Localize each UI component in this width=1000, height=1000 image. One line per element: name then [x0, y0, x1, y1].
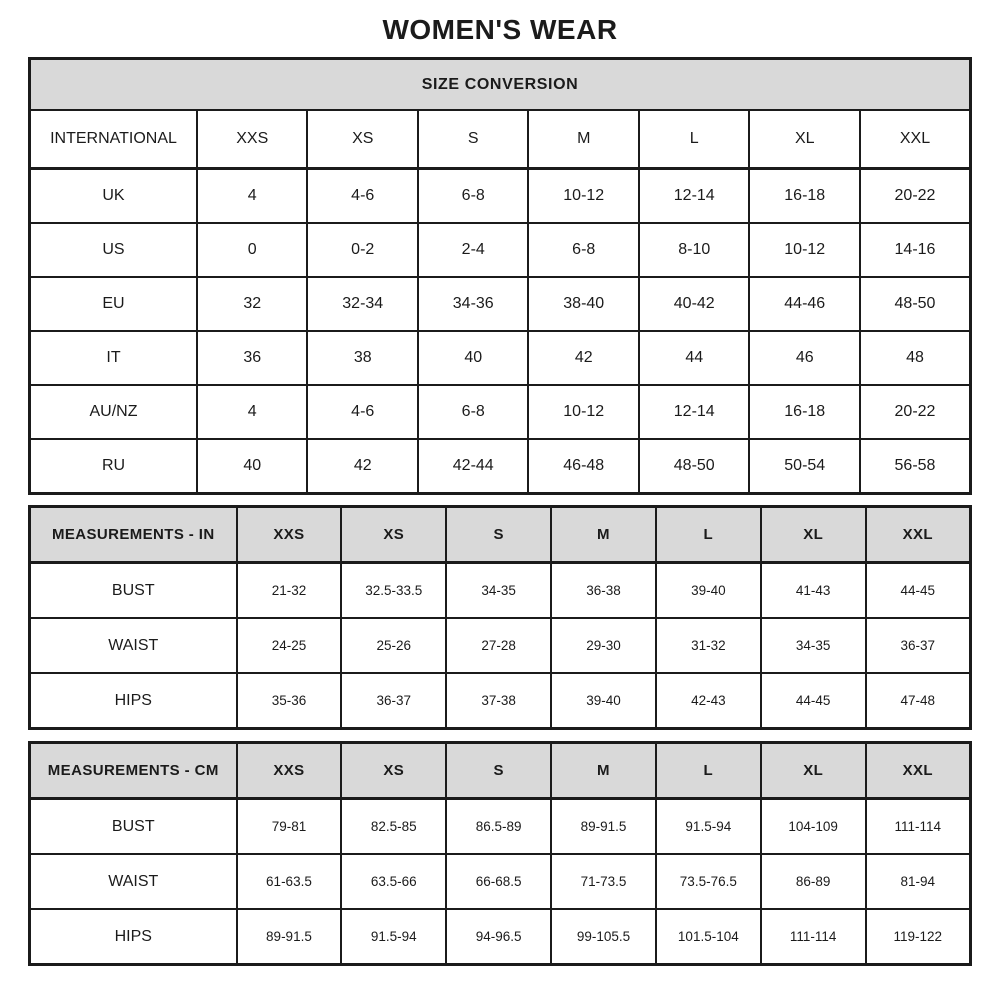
row-label-waist: WAIST — [30, 618, 237, 673]
row-label-eu: EU — [30, 277, 197, 331]
column-header-l: L — [656, 743, 761, 799]
page-title: WOMEN'S WEAR — [382, 14, 618, 45]
measurement-cell: 119-122 — [866, 909, 971, 965]
size-cell: 40-42 — [639, 277, 750, 331]
measurement-cell: 37-38 — [446, 673, 551, 729]
size-cell: 0-2 — [307, 223, 418, 277]
measurement-cell: 27-28 — [446, 618, 551, 673]
measurement-cell: 36-38 — [551, 563, 656, 619]
measurement-cell: 101.5-104 — [656, 909, 761, 965]
measurement-cell: 39-40 — [551, 673, 656, 729]
measurements-in-table — [28, 505, 972, 730]
column-header-xxl: XXL — [866, 507, 971, 563]
table-row-hips-in — [30, 673, 971, 729]
column-header-m: M — [528, 110, 639, 169]
size-cell: 50-54 — [749, 439, 860, 494]
table-row-uk — [30, 169, 971, 224]
size-cell: 4-6 — [307, 169, 418, 224]
column-header-xxs: XXS — [237, 743, 342, 799]
measurement-cell: 63.5-66 — [341, 854, 446, 909]
measurement-cell: 21-32 — [237, 563, 342, 619]
size-cell: 10-12 — [749, 223, 860, 277]
measurement-cell: 73.5-76.5 — [656, 854, 761, 909]
size-conversion-header-row — [30, 110, 971, 169]
size-cell: 42 — [307, 439, 418, 494]
measurement-cell: 41-43 — [761, 563, 866, 619]
column-header-xl: XL — [761, 743, 866, 799]
column-header-m: M — [551, 743, 656, 799]
table-row-ru — [30, 439, 971, 494]
size-cell: 0 — [197, 223, 308, 277]
measurement-cell: 44-45 — [761, 673, 866, 729]
column-header-xxs: XXS — [237, 507, 342, 563]
measurement-cell: 89-91.5 — [237, 909, 342, 965]
measurement-cell: 34-35 — [761, 618, 866, 673]
size-cell: 12-14 — [639, 169, 750, 224]
measurement-cell: 24-25 — [237, 618, 342, 673]
size-cell: 4 — [197, 169, 308, 224]
size-cell: 48-50 — [860, 277, 971, 331]
size-cell: 34-36 — [418, 277, 529, 331]
measurement-cell: 61-63.5 — [237, 854, 342, 909]
row-label-uk: UK — [30, 169, 197, 224]
measurements-cm-header-row — [30, 743, 971, 799]
measurement-cell: 71-73.5 — [551, 854, 656, 909]
column-header-s: S — [418, 110, 529, 169]
measurement-cell: 36-37 — [866, 618, 971, 673]
table-row-waist-in — [30, 618, 971, 673]
measurement-cell: 79-81 — [237, 799, 342, 855]
row-label-hips: HIPS — [30, 673, 237, 729]
measurement-cell: 99-105.5 — [551, 909, 656, 965]
size-cell: 14-16 — [860, 223, 971, 277]
row-label-aunz: AU/NZ — [30, 385, 197, 439]
measurement-cell: 31-32 — [656, 618, 761, 673]
measurement-cell: 39-40 — [656, 563, 761, 619]
size-cell: 6-8 — [418, 169, 529, 224]
row-label-it: IT — [30, 331, 197, 385]
size-cell: 44 — [639, 331, 750, 385]
measurement-cell: 36-37 — [341, 673, 446, 729]
size-cell: 6-8 — [418, 385, 529, 439]
measurements-in-title: MEASUREMENTS - IN — [30, 507, 237, 563]
measurement-cell: 25-26 — [341, 618, 446, 673]
column-header-international: INTERNATIONAL — [30, 110, 197, 169]
measurement-cell: 34-35 — [446, 563, 551, 619]
measurement-cell: 44-45 — [866, 563, 971, 619]
size-cell: 44-46 — [749, 277, 860, 331]
column-header-m: M — [551, 507, 656, 563]
size-cell: 8-10 — [639, 223, 750, 277]
measurement-cell: 32.5-33.5 — [341, 563, 446, 619]
measurement-cell: 89-91.5 — [551, 799, 656, 855]
measurement-cell: 29-30 — [551, 618, 656, 673]
column-header-s: S — [446, 507, 551, 563]
measurements-in-header-row — [30, 507, 971, 563]
size-conversion-title-row — [30, 59, 971, 111]
size-cell: 42 — [528, 331, 639, 385]
size-cell: 10-12 — [528, 385, 639, 439]
table-row-aunz — [30, 385, 971, 439]
row-label-bust: BUST — [30, 563, 237, 619]
column-header-l: L — [639, 110, 750, 169]
size-cell: 48-50 — [639, 439, 750, 494]
size-cell: 42-44 — [418, 439, 529, 494]
column-header-l: L — [656, 507, 761, 563]
column-header-xs: XS — [341, 743, 446, 799]
size-cell: 4-6 — [307, 385, 418, 439]
size-cell: 48 — [860, 331, 971, 385]
size-cell: 20-22 — [860, 169, 971, 224]
row-label-waist: WAIST — [30, 854, 237, 909]
column-header-xs: XS — [307, 110, 418, 169]
size-cell: 4 — [197, 385, 308, 439]
measurement-cell: 86.5-89 — [446, 799, 551, 855]
table-row-eu — [30, 277, 971, 331]
measurement-cell: 47-48 — [866, 673, 971, 729]
measurements-cm-table — [28, 741, 972, 966]
size-cell: 6-8 — [528, 223, 639, 277]
size-cell: 46 — [749, 331, 860, 385]
measurement-cell: 111-114 — [866, 799, 971, 855]
measurement-cell: 91.5-94 — [341, 909, 446, 965]
size-cell: 38 — [307, 331, 418, 385]
measurements-cm-title: MEASUREMENTS - CM — [30, 743, 237, 799]
table-row-bust-in — [30, 563, 971, 619]
measurement-cell: 86-89 — [761, 854, 866, 909]
table-row-bust-cm — [30, 799, 971, 855]
size-cell: 40 — [418, 331, 529, 385]
size-cell: 36 — [197, 331, 308, 385]
measurement-cell: 94-96.5 — [446, 909, 551, 965]
table-row-us — [30, 223, 971, 277]
measurement-cell: 82.5-85 — [341, 799, 446, 855]
column-header-xxl: XXL — [860, 110, 971, 169]
column-header-xxl: XXL — [866, 743, 971, 799]
size-cell: 16-18 — [749, 169, 860, 224]
measurement-cell: 91.5-94 — [656, 799, 761, 855]
size-cell: 32 — [197, 277, 308, 331]
table-row-it — [30, 331, 971, 385]
row-label-ru: RU — [30, 439, 197, 494]
size-cell: 46-48 — [528, 439, 639, 494]
row-label-hips: HIPS — [30, 909, 237, 965]
size-cell: 38-40 — [528, 277, 639, 331]
measurement-cell: 35-36 — [237, 673, 342, 729]
size-cell: 20-22 — [860, 385, 971, 439]
size-cell: 12-14 — [639, 385, 750, 439]
size-conversion-table — [28, 57, 972, 495]
measurement-cell: 104-109 — [761, 799, 866, 855]
size-cell: 56-58 — [860, 439, 971, 494]
column-header-xl: XL — [761, 507, 866, 563]
measurement-cell: 111-114 — [761, 909, 866, 965]
column-header-s: S — [446, 743, 551, 799]
size-cell: 32-34 — [307, 277, 418, 331]
size-cell: 10-12 — [528, 169, 639, 224]
size-conversion-title: SIZE CONVERSION — [30, 59, 971, 111]
size-cell: 16-18 — [749, 385, 860, 439]
table-row-hips-cm — [30, 909, 971, 965]
size-cell: 40 — [197, 439, 308, 494]
column-header-xl: XL — [749, 110, 860, 169]
table-row-waist-cm — [30, 854, 971, 909]
size-cell: 2-4 — [418, 223, 529, 277]
measurement-cell: 81-94 — [866, 854, 971, 909]
row-label-bust: BUST — [30, 799, 237, 855]
column-header-xs: XS — [341, 507, 446, 563]
measurement-cell: 66-68.5 — [446, 854, 551, 909]
measurement-cell: 42-43 — [656, 673, 761, 729]
row-label-us: US — [30, 223, 197, 277]
column-header-xxs: XXS — [197, 110, 308, 169]
